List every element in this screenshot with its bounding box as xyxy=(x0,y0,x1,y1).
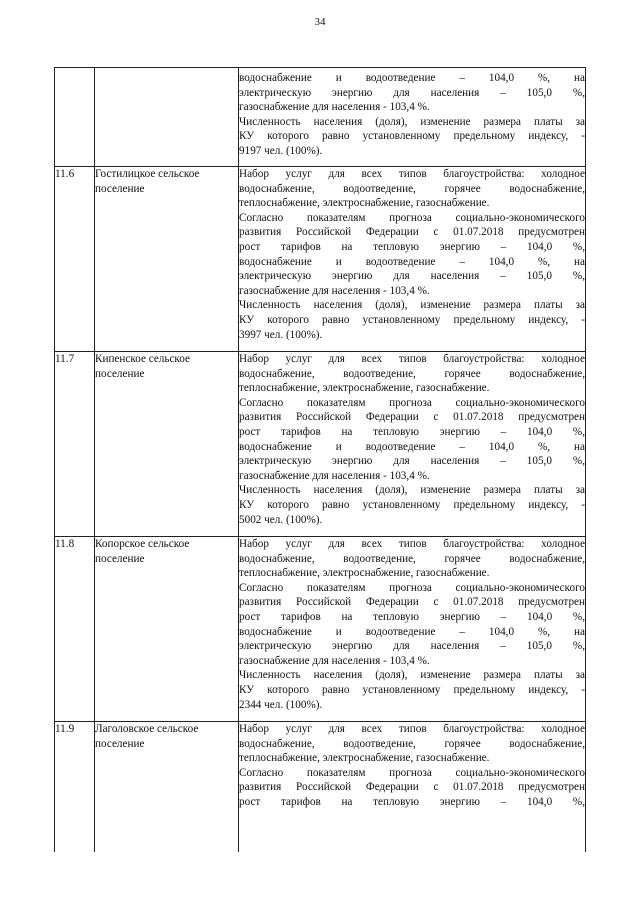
row-number: 11.9 xyxy=(55,722,95,853)
description-line: Численность населения (доля), изменение размера платы за xyxy=(239,115,585,128)
description-line: 9197 чел. (100%). xyxy=(239,144,323,157)
description-line: электрическую энергию для населения – 105,0 %, xyxy=(239,455,585,468)
description-line: рост тарифов на тепловую энергию – 104,0 %, xyxy=(239,425,585,438)
description-line: Набор услуг для всех типов благоустройства: холодное xyxy=(239,538,585,550)
description-line: Согласно показателям прогноза социально-экономического xyxy=(239,396,585,409)
description-line: КУ которого равно установленному предельному индексу, - xyxy=(239,683,585,696)
service-description xyxy=(239,352,586,537)
description-line: теплоснабжение, электроснабжение, газоснабжение. xyxy=(239,567,490,580)
service-description xyxy=(239,68,586,167)
description-line: рост тарифов на тепловую энергию – 104,0 %, xyxy=(239,240,585,253)
description-line: Согласно показателям прогноза социально-экономического xyxy=(239,581,585,594)
description-line: теплоснабжение, электроснабжение, газоснабжение. xyxy=(239,197,490,210)
row-number: 11.8 xyxy=(55,537,95,722)
settlement-name-line: Лаголовское сельское xyxy=(95,723,199,735)
row-number xyxy=(55,68,95,167)
description-line: газоснабжение для населения - 103,4 %. xyxy=(239,469,430,482)
description-line: газоснабжение для населения - 103,4 %. xyxy=(239,654,430,667)
page-number: 34 xyxy=(314,16,326,28)
description-line: Согласно показателям прогноза социально-экономического xyxy=(239,766,585,779)
description-line: Набор услуг для всех типов благоустройства: холодное xyxy=(239,723,585,735)
description-line: 5002 чел. (100%). xyxy=(239,513,323,526)
description-line: электрическую энергию для населения – 105,0 %, xyxy=(239,270,585,283)
description-line: КУ которого равно установленному предельному индексу, - xyxy=(239,130,585,143)
tariff-table-body xyxy=(55,68,586,853)
service-description xyxy=(239,537,586,722)
table-row xyxy=(55,537,586,722)
tariff-table xyxy=(54,67,586,852)
table-row xyxy=(55,722,586,853)
description-line: водоснабжение и водоотведение – 104,0 %, на xyxy=(239,72,585,84)
description-line: водоснабжение и водоотведение – 104,0 %, на xyxy=(239,255,585,268)
description-line: КУ которого равно установленному предельному индексу, - xyxy=(239,313,585,326)
description-line: теплоснабжение, электроснабжение, газоснабжение. xyxy=(239,382,490,395)
description-line: газоснабжение для населения - 103,4 %. xyxy=(239,101,430,114)
description-line: КУ которого равно установленному предельному индексу, - xyxy=(239,498,585,511)
settlement-name xyxy=(95,537,239,722)
description-line: водоснабжение, водоотведение, горячее водоснабжение, xyxy=(239,552,585,565)
description-line: Набор услуг для всех типов благоустройства: холодное xyxy=(239,353,585,365)
description-line: электрическую энергию для населения – 105,0 %, xyxy=(239,640,585,653)
description-line: Численность населения (доля), изменение размера платы за xyxy=(239,669,585,682)
settlement-name-line: Кипенское сельское xyxy=(95,353,190,365)
description-line: водоснабжение и водоотведение – 104,0 %, на xyxy=(239,625,585,638)
settlement-name xyxy=(95,167,239,352)
table-row xyxy=(55,167,586,352)
description-line: газоснабжение для населения - 103,4 %. xyxy=(239,284,430,297)
settlement-name-line: Копорское сельское xyxy=(95,538,190,550)
table-row xyxy=(55,352,586,537)
description-line: 3997 чел. (100%). xyxy=(239,328,323,341)
description-line: водоснабжение, водоотведение, горячее водоснабжение, xyxy=(239,737,585,750)
description-line: рост тарифов на тепловую энергию – 104,0 %, xyxy=(239,795,585,808)
settlement-name xyxy=(95,68,239,167)
description-line: Набор услуг для всех типов благоустройства: холодное xyxy=(239,168,585,180)
description-line: развития Российской Федерации с 01.07.2018 предусмотрен xyxy=(239,596,585,609)
description-line: развития Российской Федерации с 01.07.2018 предусмотрен xyxy=(239,226,585,239)
description-line: электрическую энергию для населения – 105,0 %, xyxy=(239,86,585,99)
settlement-name-line: поселение xyxy=(95,182,145,195)
description-line: 2344 чел. (100%). xyxy=(239,698,323,711)
description-line: Численность населения (доля), изменение размера платы за xyxy=(239,484,585,497)
row-number: 11.7 xyxy=(55,352,95,537)
settlement-name xyxy=(95,352,239,537)
description-line: Численность населения (доля), изменение размера платы за xyxy=(239,299,585,312)
description-line: развития Российской Федерации с 01.07.2018 предусмотрен xyxy=(239,781,585,794)
settlement-name-line: поселение xyxy=(95,737,145,750)
description-line: водоснабжение и водоотведение – 104,0 %, на xyxy=(239,440,585,453)
service-description xyxy=(239,167,586,352)
settlement-name-line: поселение xyxy=(95,367,145,380)
settlement-name-line: поселение xyxy=(95,552,145,565)
description-line: водоснабжение, водоотведение, горячее водоснабжение, xyxy=(239,182,585,195)
description-line: развития Российской Федерации с 01.07.2018 предусмотрен xyxy=(239,411,585,424)
description-line: рост тарифов на тепловую энергию – 104,0 %, xyxy=(239,610,585,623)
description-line: теплоснабжение, электроснабжение, газоснабжение. xyxy=(239,752,490,765)
description-line: Согласно показателям прогноза социально-экономического xyxy=(239,211,585,224)
settlement-name xyxy=(95,722,239,853)
table-row xyxy=(55,68,586,167)
description-line: водоснабжение, водоотведение, горячее водоснабжение, xyxy=(239,367,585,380)
row-number: 11.6 xyxy=(55,167,95,352)
settlement-name-line: Гостилицкое сельское xyxy=(95,168,200,180)
service-description xyxy=(239,722,586,853)
